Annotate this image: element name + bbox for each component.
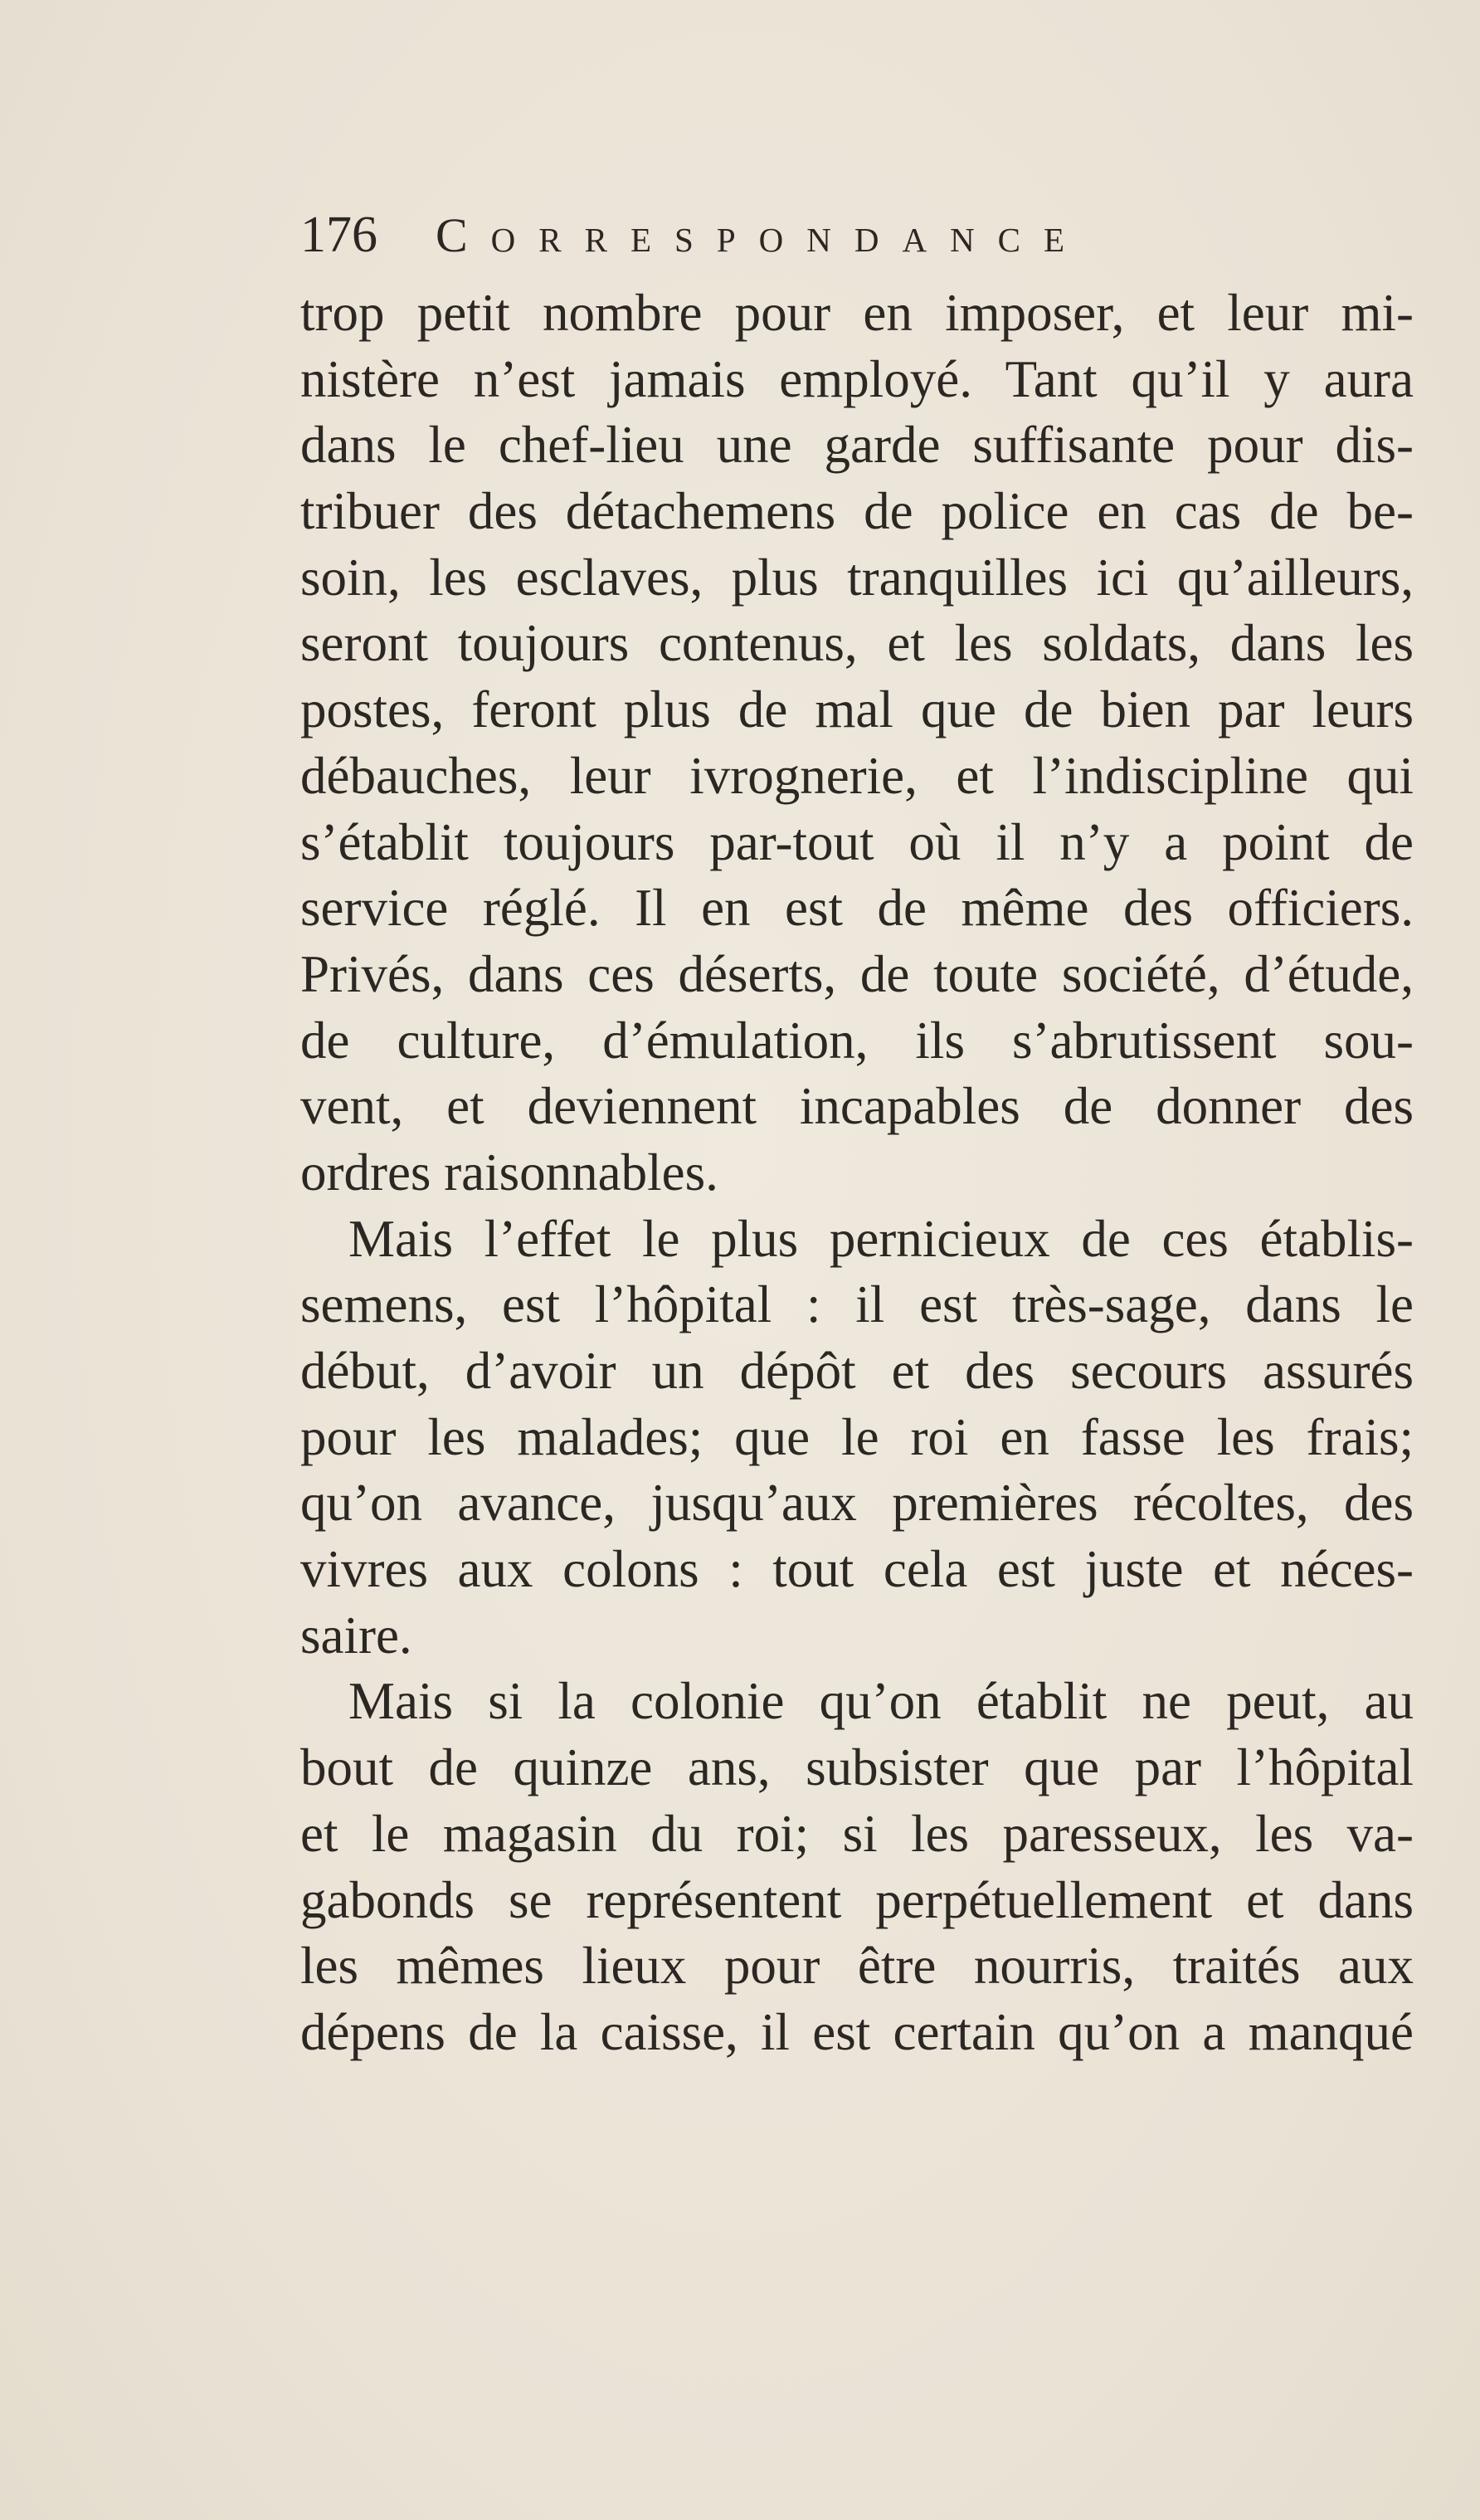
text-line: trop petit nombre pour en imposer, et leur mi- <box>300 284 1414 342</box>
text-line: seront toujours contenus, et les soldats, dans les <box>300 614 1414 673</box>
text-line: vent, et deviennent incapables de donner des <box>300 1077 1414 1136</box>
text-line: tribuer des détachemens de police en cas de be- <box>300 482 1414 541</box>
body-text <box>300 280 1414 2066</box>
text-line: début, d’avoir un dépôt et des secours assurés <box>300 1342 1414 1400</box>
text-line: service réglé. Il en est de même des officiers. <box>300 879 1414 938</box>
text-line: semens, est l’hôpital : il est très-sage, dans le <box>300 1275 1414 1334</box>
text-line: Mais si la colonie qu’on établit ne peut, au <box>348 1672 1414 1731</box>
running-title: Correspondance <box>436 208 1088 262</box>
text-line: dans le chef-lieu une garde suffisante pour dis- <box>300 416 1414 475</box>
text-line: qu’on avance, jusqu’aux premières récoltes, des <box>300 1474 1414 1533</box>
text-line: nistère n’est jamais employé. Tant qu’il y aura <box>300 349 1414 408</box>
text-line: saire. <box>300 1606 412 1665</box>
text-line: postes, feront plus de mal que de bien par leurs <box>300 680 1414 739</box>
text-line: s’établit toujours par-tout où il n’y a point de <box>300 812 1414 871</box>
text-line: vivres aux colons : tout cela est juste et néces- <box>300 1540 1414 1599</box>
text-line: soin, les esclaves, plus tranquilles ici qu’ailleurs, <box>300 548 1414 607</box>
page-header <box>300 206 1379 272</box>
text-line: bout de quinze ans, subsister que par l’hôpital <box>300 1738 1414 1797</box>
text-line: et le magasin du roi; si les paresseux, les va- <box>300 1804 1414 1863</box>
text-line: de culture, d’émulation, ils s’abrutissent sou- <box>300 1011 1414 1070</box>
page-number: 176 <box>300 207 377 263</box>
text-line: ordres raisonnables. <box>300 1143 718 1202</box>
text-line: gabonds se représentent perpétuellement et dans <box>300 1870 1414 1929</box>
text-line: débauches, leur ivrognerie, et l’indiscipline qui <box>300 746 1414 805</box>
text-line: Mais l’effet le plus pernicieux de ces établis- <box>348 1209 1414 1268</box>
text-line: Privés, dans ces déserts, de toute société, d’étude, <box>300 944 1414 1003</box>
text-line: dépens de la caisse, il est certain qu’on a manqué <box>300 2002 1414 2061</box>
text-line: pour les malades; que le roi en fasse les frais; <box>300 1407 1414 1466</box>
text-line: les mêmes lieux pour être nourris, traités aux <box>300 1937 1414 1996</box>
